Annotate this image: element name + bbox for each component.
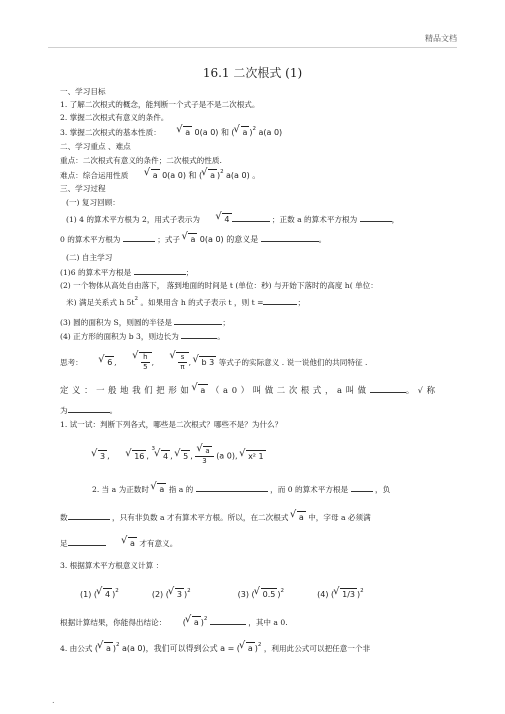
radical-fraction: √ $\frac{s}{\pi}$ [176, 352, 188, 372]
section-heading-focus: 二、学习重点 、难点 [60, 142, 131, 151]
header-rule [48, 47, 457, 48]
radical: √ 3 [175, 588, 184, 601]
definition-text: 。 [109, 406, 118, 415]
calc-items: (1) (√ 4 )$^2$ (2) (√ 3 )$^2$ (3) (√ 0.5 )$^2$ (4) (√ 1/3 )$^2$ [80, 588, 364, 601]
formula-text: ，利用此公式可以把任意一个非 [263, 644, 371, 653]
review-heading: (一) 复习回顾： [66, 198, 120, 207]
answer-blank[interactable] [134, 266, 186, 275]
question-text: ； [185, 268, 194, 277]
condition-line-3 [60, 537, 177, 550]
radical-symbol: √ [417, 386, 424, 395]
conclusion-text: ，其中 a 0. [248, 618, 288, 627]
question-text: 。 [217, 332, 225, 341]
exponent: 2 [115, 588, 119, 594]
difficulty-lead: 难点：综合运用性质 [60, 171, 129, 180]
review-text: 。 [318, 235, 327, 244]
question-2-cont [66, 296, 305, 309]
fraction-denominator: 3 [202, 457, 207, 465]
calc-label: (1) [80, 590, 92, 599]
definition-text: 为 [60, 406, 68, 415]
header-label: 精品文档 [425, 34, 457, 43]
answer-blank[interactable] [261, 233, 319, 242]
fraction-numerator: √ h [141, 353, 149, 363]
answer-blank[interactable] [210, 616, 246, 625]
think-text: 等式子的实际意义 . 说一说他们的共同特征 . [218, 358, 368, 367]
section-heading-goals: 一、学习目标 [60, 87, 106, 96]
answer-blank[interactable] [174, 316, 222, 325]
review-text: 0 的算术平方根为 [60, 235, 121, 244]
goal-3-lead: 3. 掌握二次根式的基本性质： [60, 128, 161, 137]
radical: √ a [241, 126, 250, 139]
calc-label: (2) [151, 590, 164, 599]
definition-text: 。 [405, 385, 415, 395]
condition-text: ，负 [374, 485, 391, 494]
difficulty-point: 难点：综合运用性质 √ a 0(a 0) 和 (√ a )$^2$ a(a 0) 。 [60, 169, 260, 182]
radical: √ x² 1 [246, 450, 266, 463]
formula-text: a(a 0)，我们可以得到公式 a = [121, 644, 235, 653]
difficulty-end: a(a 0) 。 [226, 171, 261, 180]
question-text: 米) 满足关系式 h 5t [66, 298, 135, 307]
condition-text: 2. 当 a 为正数时 [92, 485, 149, 494]
radical: √ 4 [222, 213, 231, 226]
answer-blank[interactable] [232, 213, 270, 222]
self-study-heading: (二) 自主学习 [66, 253, 113, 262]
question-1 [60, 266, 193, 279]
answer-blank[interactable] [181, 330, 217, 339]
document-title: 16.1 二次根式 (1) [202, 66, 303, 80]
answer-blank[interactable] [360, 213, 392, 222]
definition-line [60, 384, 435, 397]
radical: √ a [208, 169, 217, 182]
radical: √ b 3 [199, 356, 216, 369]
review-line-1 [66, 213, 399, 226]
condition-text: ，而 0 的算术平方根是 [270, 485, 349, 494]
definition-line-2 [60, 404, 117, 417]
radical: √ 3 [98, 450, 107, 463]
calc-heading: 3. 根据算术平方根意义计算 ： [60, 561, 164, 570]
review-text: ， [391, 215, 400, 224]
condition-line-1 [92, 483, 390, 496]
condition-text: ，只有非负数 a 才有算术平方根。所以，在二次根式 [112, 513, 289, 522]
radical: √ a [203, 446, 211, 456]
fraction-numerator: √ s [178, 353, 186, 363]
footer-mark: . [52, 696, 55, 705]
radical: √ a [128, 537, 137, 550]
review-text: 0(a 0) 的意义是 [199, 235, 259, 244]
question-text: (1)6 的算术平方根是 [60, 268, 132, 277]
conclusion-line: 根据计算结果，你能得出结论： (√ a )$^2$ ，其中 a 0. [60, 616, 288, 629]
answer-blank[interactable] [68, 511, 110, 520]
radical: √ a [246, 642, 255, 655]
condition-text: 才有意义。 [139, 539, 178, 548]
review-text: ；式子 [157, 235, 181, 244]
try-items: √ 3 , √ 16 , $^3$√ 4 , √ 5 , √ $\frac{a}{3}$ (a 0), √ x² 1 [92, 446, 266, 466]
radical: √ a [297, 511, 306, 524]
question-3 [60, 316, 230, 329]
answer-blank[interactable] [68, 404, 110, 413]
definition-text: （ a 0 ） 叫 做 二 次 根 式 ， a 叫 做 [211, 385, 367, 395]
radical-fraction [139, 352, 151, 372]
question-text: (4) 正方形的面积为 b 3，则边长为 [60, 332, 179, 341]
formula-text: 4. 由公式 [60, 644, 93, 653]
goal-2: 2. 掌握二次根式有意义的条件。 [60, 113, 169, 122]
radical: √ 0.5 [261, 588, 278, 601]
question-text: ； [297, 298, 306, 307]
condition-line-2 [60, 511, 371, 524]
radical: √ a [198, 384, 207, 397]
question-text: (3) 圆的面积为 S，则圆的半径是 [60, 318, 172, 327]
radical: √ a [151, 169, 160, 182]
review-line-2 [60, 233, 326, 246]
radical: √ a [183, 126, 192, 139]
radical: √ 4 [103, 588, 112, 601]
fraction-denominator: 5 [143, 363, 148, 371]
root-index: 3 [151, 446, 155, 452]
formula-line: 4. 由公式 (√ a )$^2$ a(a 0)，我们可以得到公式 a = (√ a )$^2$ ，利用此公式可以把任意一个非 [60, 642, 370, 655]
radical: √ 16 [132, 450, 146, 463]
radical: √ a [104, 642, 113, 655]
definition-text: 称 [426, 385, 436, 395]
answer-blank[interactable] [370, 384, 406, 393]
answer-blank[interactable] [196, 483, 268, 492]
think-lead: 思考： [60, 358, 83, 367]
radical: √ a [192, 616, 201, 629]
answer-blank[interactable] [123, 233, 155, 242]
answer-blank[interactable] [68, 537, 106, 546]
key-point: 重点：二次根式有意义的条件；二次根式的性质. [60, 156, 222, 165]
answer-blank[interactable] [351, 483, 373, 492]
question-text: ； [222, 318, 230, 327]
question-4 [60, 330, 225, 343]
section-heading-process: 三、学习过程 [60, 184, 106, 193]
calc-label: (3) [237, 590, 249, 599]
difficulty-condition: 0(a 0) 和 [162, 171, 197, 180]
radical: √ a [188, 233, 197, 246]
condition-text: 足 [60, 539, 68, 548]
goal-3: 3. 掌握二次根式的基本性质： √ a 0(a 0) 和 (√ a )$^2$ a(a 0) [60, 126, 282, 139]
review-text: ；正数 a 的算术平方根为 [271, 215, 358, 224]
definition-text: 定 义 ： 一 般 地 我 们 把 形 如 [60, 385, 190, 395]
radical: √ a [157, 483, 166, 496]
radical: √ 5 [181, 450, 190, 463]
goal-1: 1. 了解二次根式的概念，能判断一个式子是不是二次根式。 [60, 100, 260, 109]
condition-text: 数 [60, 513, 68, 522]
think-line: 思考： √ 6 , √ $\frac{h}{5}$ , √ $\frac{s}{\pi}$ , √ b 3 等式子的实际意义 . 说一说他们的共同特征 . [60, 352, 367, 372]
calc-label: (4) [317, 590, 329, 599]
try-condition: (a 0) [216, 451, 235, 461]
goal-3-condition: 0(a 0) 和 [194, 128, 229, 137]
radical: √ 1/3 [340, 588, 357, 601]
condition-text: 指 a 的 [168, 485, 194, 494]
cube-root: √ 4 [161, 450, 170, 463]
radical: √ 6 [105, 356, 114, 369]
try-heading: 1. 试一试：判断下列各式，哪些是二次根式？哪些不是？为什么？ [60, 420, 283, 429]
question-2: (2) 一个物体从高处自由落下， 落到地面的时间是 t (单位：秒) 与开始下落时的高度 h( 单位： [60, 281, 378, 290]
page-header [0, 0, 505, 50]
conclusion-text: 根据计算结果，你能得出结论： [60, 618, 167, 627]
review-text: (1) 4 的算术平方根为 2，用式子表示为 [66, 215, 200, 224]
goal-3-end: a(a 0) [258, 128, 283, 137]
exponent: 2 [134, 296, 139, 302]
question-text: 。如果用含 h 的式子表示 t ，则 t = [140, 298, 264, 307]
condition-text: 中，字母 a 必须满 [308, 513, 371, 522]
answer-blank[interactable] [263, 296, 297, 305]
